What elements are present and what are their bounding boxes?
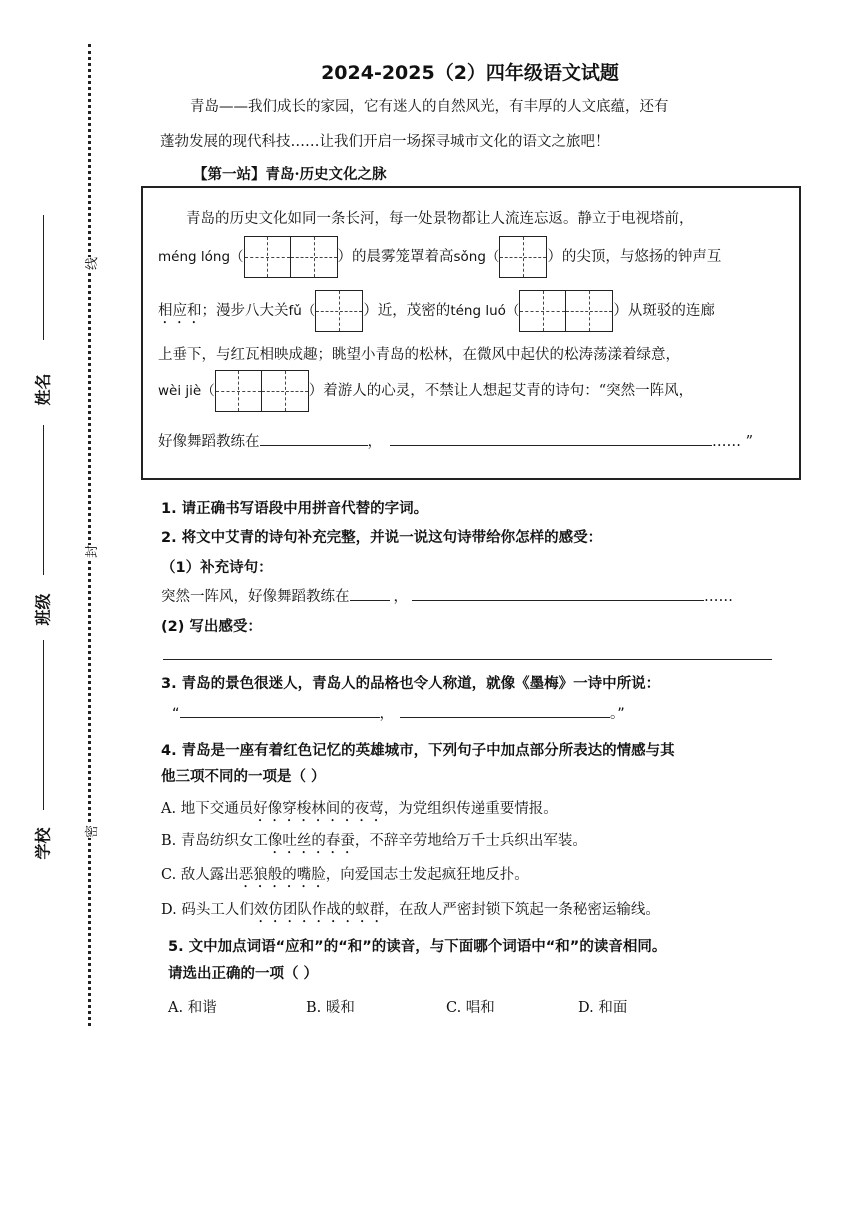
passage-text: ）从斑驳的连廊: [613, 303, 715, 319]
option-text: C. 敌人露出: [161, 867, 239, 883]
question-text: 。”: [610, 706, 625, 722]
seal-mi: 密: [79, 825, 102, 838]
name-blank-line: [43, 215, 44, 340]
dotted-word-yinghe: 相应和: [158, 303, 202, 319]
binding-dotted-line: [88, 44, 91, 1026]
question-text: “: [172, 706, 180, 722]
option-text: ，在敌人严密封锁下筑起一条秘密运输线。: [384, 902, 660, 918]
tianzige-weijie[interactable]: [215, 370, 309, 412]
poem-blank-1[interactable]: [260, 431, 368, 446]
option-text: ，为党组织传递重要情报。: [383, 801, 558, 817]
passage-line-4: 上垂下，与红瓦相映成趣；眺望小青岛的松林，在微风中起伏的松涛荡漾着绿意，: [158, 347, 680, 363]
page-title: 2024-2025（2）四年级语文试题: [321, 62, 619, 84]
station-heading: 【第一站】青岛·历史文化之脉: [193, 166, 387, 183]
question-1: 1. 请正确书写语段中用拼音代替的字词。: [161, 501, 429, 517]
option-text: ，向爱国志士发起疯狂地反扑。: [325, 867, 529, 883]
name-label: 姓名: [33, 373, 53, 406]
option-4d[interactable]: [161, 898, 660, 926]
option-5d[interactable]: D. 和面: [578, 1000, 628, 1016]
q2-blank-1[interactable]: [350, 586, 390, 601]
pinyin-menglong: méng lóng（: [158, 249, 244, 265]
question-text: ，: [379, 706, 395, 722]
passage-line-5: [158, 370, 693, 412]
q2-blank-2[interactable]: [412, 586, 704, 601]
question-2-2: (2) 写出感受：: [161, 619, 262, 635]
poem-blank-2[interactable]: [390, 431, 712, 446]
passage-line-6: [158, 430, 753, 451]
seal-xian: 线: [79, 257, 102, 270]
option-text: ，不辞辛劳地给万千士兵织出军装。: [354, 833, 587, 849]
passage-text: ，: [367, 434, 382, 450]
class-blank-line: [43, 640, 44, 810]
question-4-line-2: 他三项不同的一项是（ ）: [161, 769, 326, 785]
pinyin-tengluo: téng luó（: [450, 303, 520, 319]
passage-line-2: [158, 236, 721, 278]
q3-blank-1[interactable]: [180, 703, 380, 718]
dotted-phrase: 好像穿梭林间的夜莺: [253, 801, 384, 817]
seal-feng: 封: [79, 545, 102, 558]
tianzige-menglong[interactable]: [244, 236, 338, 278]
tianzige-song[interactable]: [499, 236, 547, 278]
option-5a[interactable]: A. 和谐: [168, 1000, 217, 1016]
pinyin-fu: fǔ（: [288, 303, 316, 319]
question-2: 2. 将文中艾青的诗句补充完整，并说一说这句诗带给你怎样的感受：: [161, 530, 603, 546]
question-3-line: [172, 702, 625, 723]
tianzige-fu[interactable]: [315, 290, 363, 332]
option-5c[interactable]: C. 唱和: [446, 1000, 495, 1016]
passage-text: …… ”: [712, 434, 754, 450]
q3-blank-2[interactable]: [400, 703, 610, 718]
passage-text: ）着游人的心灵，不禁让人想起艾青的诗句：“突然一阵风，: [308, 383, 694, 399]
passage-text: 好像舞蹈教练在: [158, 434, 260, 450]
question-2-1: （1）补充诗句：: [161, 560, 273, 576]
option-text: B. 青岛纺织女工: [161, 833, 268, 849]
feeling-answer-line[interactable]: [163, 659, 772, 660]
option-5b[interactable]: B. 暖和: [306, 1000, 355, 1016]
question-text: ，: [393, 589, 408, 605]
dotted-phrase: 恶狼般的嘴脸: [238, 867, 326, 883]
passage-text: ）的尖顶，与悠扬的钟声互: [547, 249, 722, 265]
question-2-1-line: [161, 585, 733, 606]
question-text: 突然一阵风，好像舞蹈教练在: [161, 589, 350, 605]
passage-text: ；漫步八大关: [201, 303, 289, 319]
school-label: 学校: [33, 827, 53, 860]
pinyin-weijie: wèi jiè（: [158, 383, 215, 399]
class-label: 班级: [33, 593, 53, 626]
question-3: 3. 青岛的景色很迷人，青岛人的品格也令人称道，就像《墨梅》一诗中所说：: [161, 676, 661, 692]
option-4a[interactable]: [161, 797, 558, 825]
tianzige-tengluo[interactable]: [519, 290, 613, 332]
pinyin-song: sǒng（: [453, 249, 500, 265]
dotted-phrase: 像吐丝的春蚕: [267, 833, 355, 849]
option-text: A. 地下交通员: [161, 801, 254, 817]
passage-line-3: [158, 290, 715, 332]
question-text: ……: [704, 589, 733, 605]
passage-line-1: 青岛的历史文化如同一条长河，每一处景物都让人流连忘返。静立于电视塔前，: [186, 211, 694, 227]
question-4-line-1: 4. 青岛是一座有着红色记忆的英雄城市，下列句子中加点部分所表达的情感与其: [161, 743, 675, 759]
passage-text: ）的晨雾笼罩着高: [337, 249, 454, 265]
question-5-line-2: 请选出正确的一项（ ）: [168, 966, 319, 982]
intro-line-1: 青岛——我们成长的家园，它有迷人的自然风光，有丰厚的人文底蕴，还有: [190, 99, 669, 115]
option-text: D. 码头工人们: [161, 902, 254, 918]
intro-line-2: 蓬勃发展的现代科技……让我们开启一场探寻城市文化的语文之旅吧！: [160, 134, 610, 150]
dotted-phrase: 效仿团队作战的蚁群: [253, 902, 385, 918]
option-4b[interactable]: [161, 829, 587, 857]
name-blank-line-2: [43, 425, 44, 575]
question-5-line-1: 5. 文中加点词语“应和”的“和”的读音，与下面哪个词语中“和”的读音相同。: [168, 939, 667, 955]
passage-text: ）近，茂密的: [363, 303, 451, 319]
option-4c[interactable]: [161, 863, 529, 891]
